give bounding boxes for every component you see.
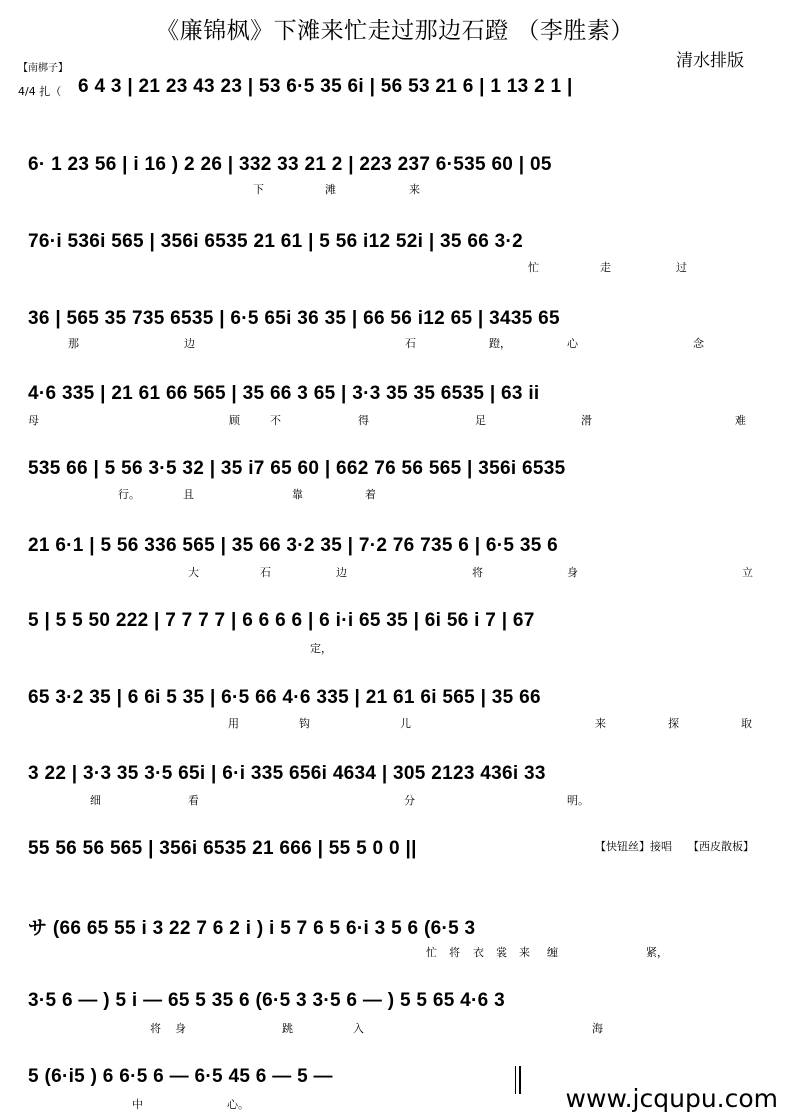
lyric-char: 细: [90, 794, 101, 807]
lyric-char: 钩: [299, 717, 310, 730]
notation-row: 5 | 5 5 50 222 | 7 7 7 7 | 6 6 6 6 | 6 i·i 65 35 | 6i 56 i 7 | 67: [28, 610, 535, 631]
lyric-char: 裳: [496, 946, 507, 959]
lyric-char: 来: [595, 717, 606, 730]
site-watermark: www.jcqupu.com: [565, 1084, 778, 1113]
lyric-char: 且: [183, 488, 194, 501]
typesetter-credit: 清水排版: [676, 51, 744, 71]
lyric-char: 边: [184, 337, 195, 350]
lyric-char: 来: [409, 183, 420, 196]
lyric-char: 边: [336, 566, 347, 579]
lyric-char: 心: [567, 337, 578, 350]
lyric-char: 顾: [229, 414, 240, 427]
lyric-char: 海: [592, 1022, 603, 1035]
lyric-char: 儿: [400, 717, 411, 730]
notation-row: 55 56 56 565 | 356i 6535 21 666 | 55 5 0 0 ||: [28, 838, 417, 859]
lyric-char: 紧，: [646, 946, 668, 959]
lyric-char: 立: [742, 566, 753, 579]
lyric-char: 大: [188, 566, 199, 579]
section-label-xipi-sanban: 【西皮散板】: [688, 840, 754, 853]
notation-row: 535 66 | 5 56 3·5 32 | 35 i7 65 60 | 662 76 56 565 | 356i 6535: [28, 458, 566, 479]
lyric-char: 明。: [567, 794, 589, 807]
lyric-char: 将: [150, 1022, 161, 1035]
lyric-char: 行。: [118, 488, 140, 501]
lyric-char: 得: [358, 414, 369, 427]
tune-tag: 【南梆子】: [18, 63, 68, 74]
lyric-char: 滑: [581, 414, 592, 427]
lyric-char: 入: [353, 1022, 364, 1035]
lyric-char: 看: [188, 794, 199, 807]
lyric-char: 石: [260, 566, 271, 579]
lyric-char: 忙: [426, 946, 437, 959]
lyric-char: 走: [600, 261, 611, 274]
lyric-char: 将: [449, 946, 460, 959]
lyric-char: 那: [68, 337, 79, 350]
lyric-char: 来: [519, 946, 530, 959]
notation-row: 36 | 565 35 735 6535 | 6·5 65i 36 35 | 66 56 i12 65 | 3435 65: [28, 308, 560, 329]
notation-row: 6· 1 23 56 | i 16 ) 2 26 | 332 33 21 2 | 223 237 6·535 60 | 05: [28, 154, 552, 175]
lyric-char: 分: [404, 794, 415, 807]
lyric-char: 中: [132, 1098, 143, 1111]
final-barline-thin: [515, 1066, 516, 1094]
lyric-char: 身: [567, 566, 578, 579]
notation-row: 6 4 3 | 21 23 43 23 | 53 6·5 35 6i | 56 53 21 6 | 1 13 2 1 |: [78, 76, 573, 97]
notation-row: 3 22 | 3·3 35 3·5 65i | 6·i 335 656i 4634 | 305 2123 436i 33: [28, 763, 546, 784]
lyric-char: 定，: [310, 642, 332, 655]
lyric-char: 蹬，: [489, 337, 511, 350]
lyric-char: 忙: [528, 261, 539, 274]
lyric-char: 将: [472, 566, 483, 579]
lyric-char: 滩: [325, 183, 336, 196]
lyric-char: 石: [405, 337, 416, 350]
final-barline-thick: [519, 1066, 521, 1094]
lyric-char: 过: [676, 261, 687, 274]
lyric-char: 母: [28, 414, 39, 427]
lyric-char: 身: [175, 1022, 186, 1035]
lyric-char: 下: [253, 183, 264, 196]
section-label-kuainiusi: 【快钮丝】接唱: [595, 840, 672, 853]
notation-row: 65 3·2 35 | 6 6i 5 35 | 6·5 66 4·6 335 | 21 61 6i 565 | 35 66: [28, 687, 541, 708]
lyric-char: 取: [741, 717, 752, 730]
notation-row: サ (66 65 55 i 3 22 7 6 2 i ) i 5 7 6 5 6·i 3 5 6 (6·5 3: [28, 918, 476, 939]
notation-row: 5 (6·i5 ) 6 6·5 6 — 6·5 45 6 — 5 —: [28, 1066, 333, 1087]
song-title: 《廉锦枫》下滩来忙走过那边石蹬 （李胜素）: [156, 18, 634, 44]
lyric-char: 用: [228, 717, 239, 730]
notation-row: 76·i 536i 565 | 356i 6535 21 61 | 5 56 i12 52i | 35 66 3·2: [28, 231, 523, 252]
lyric-char: 念: [693, 337, 704, 350]
notation-row: 21 6·1 | 5 56 336 565 | 35 66 3·2 35 | 7·2 76 735 6 | 6·5 35 6: [28, 535, 559, 556]
lyric-char: 缠: [547, 946, 558, 959]
notation-row: 3·5 6 — ) 5 i — 65 5 35 6 (6·5 3 3·5 6 — ) 5 5 65 4·6 3: [28, 990, 505, 1011]
notation-row: 4·6 335 | 21 61 66 565 | 35 66 3 65 | 3·3 35 35 6535 | 63 ii: [28, 383, 540, 404]
lyric-char: 靠: [292, 488, 303, 501]
lyric-char: 探: [668, 717, 679, 730]
lyric-char: 心。: [227, 1098, 249, 1111]
meter-marking: 4/4 扎（: [18, 85, 62, 98]
lyric-char: 难: [735, 414, 746, 427]
lyric-char: 着: [365, 488, 376, 501]
lyric-char: 跳: [282, 1022, 293, 1035]
lyric-char: 衣: [473, 946, 484, 959]
lyric-char: 不: [270, 414, 281, 427]
lyric-char: 足: [475, 414, 486, 427]
